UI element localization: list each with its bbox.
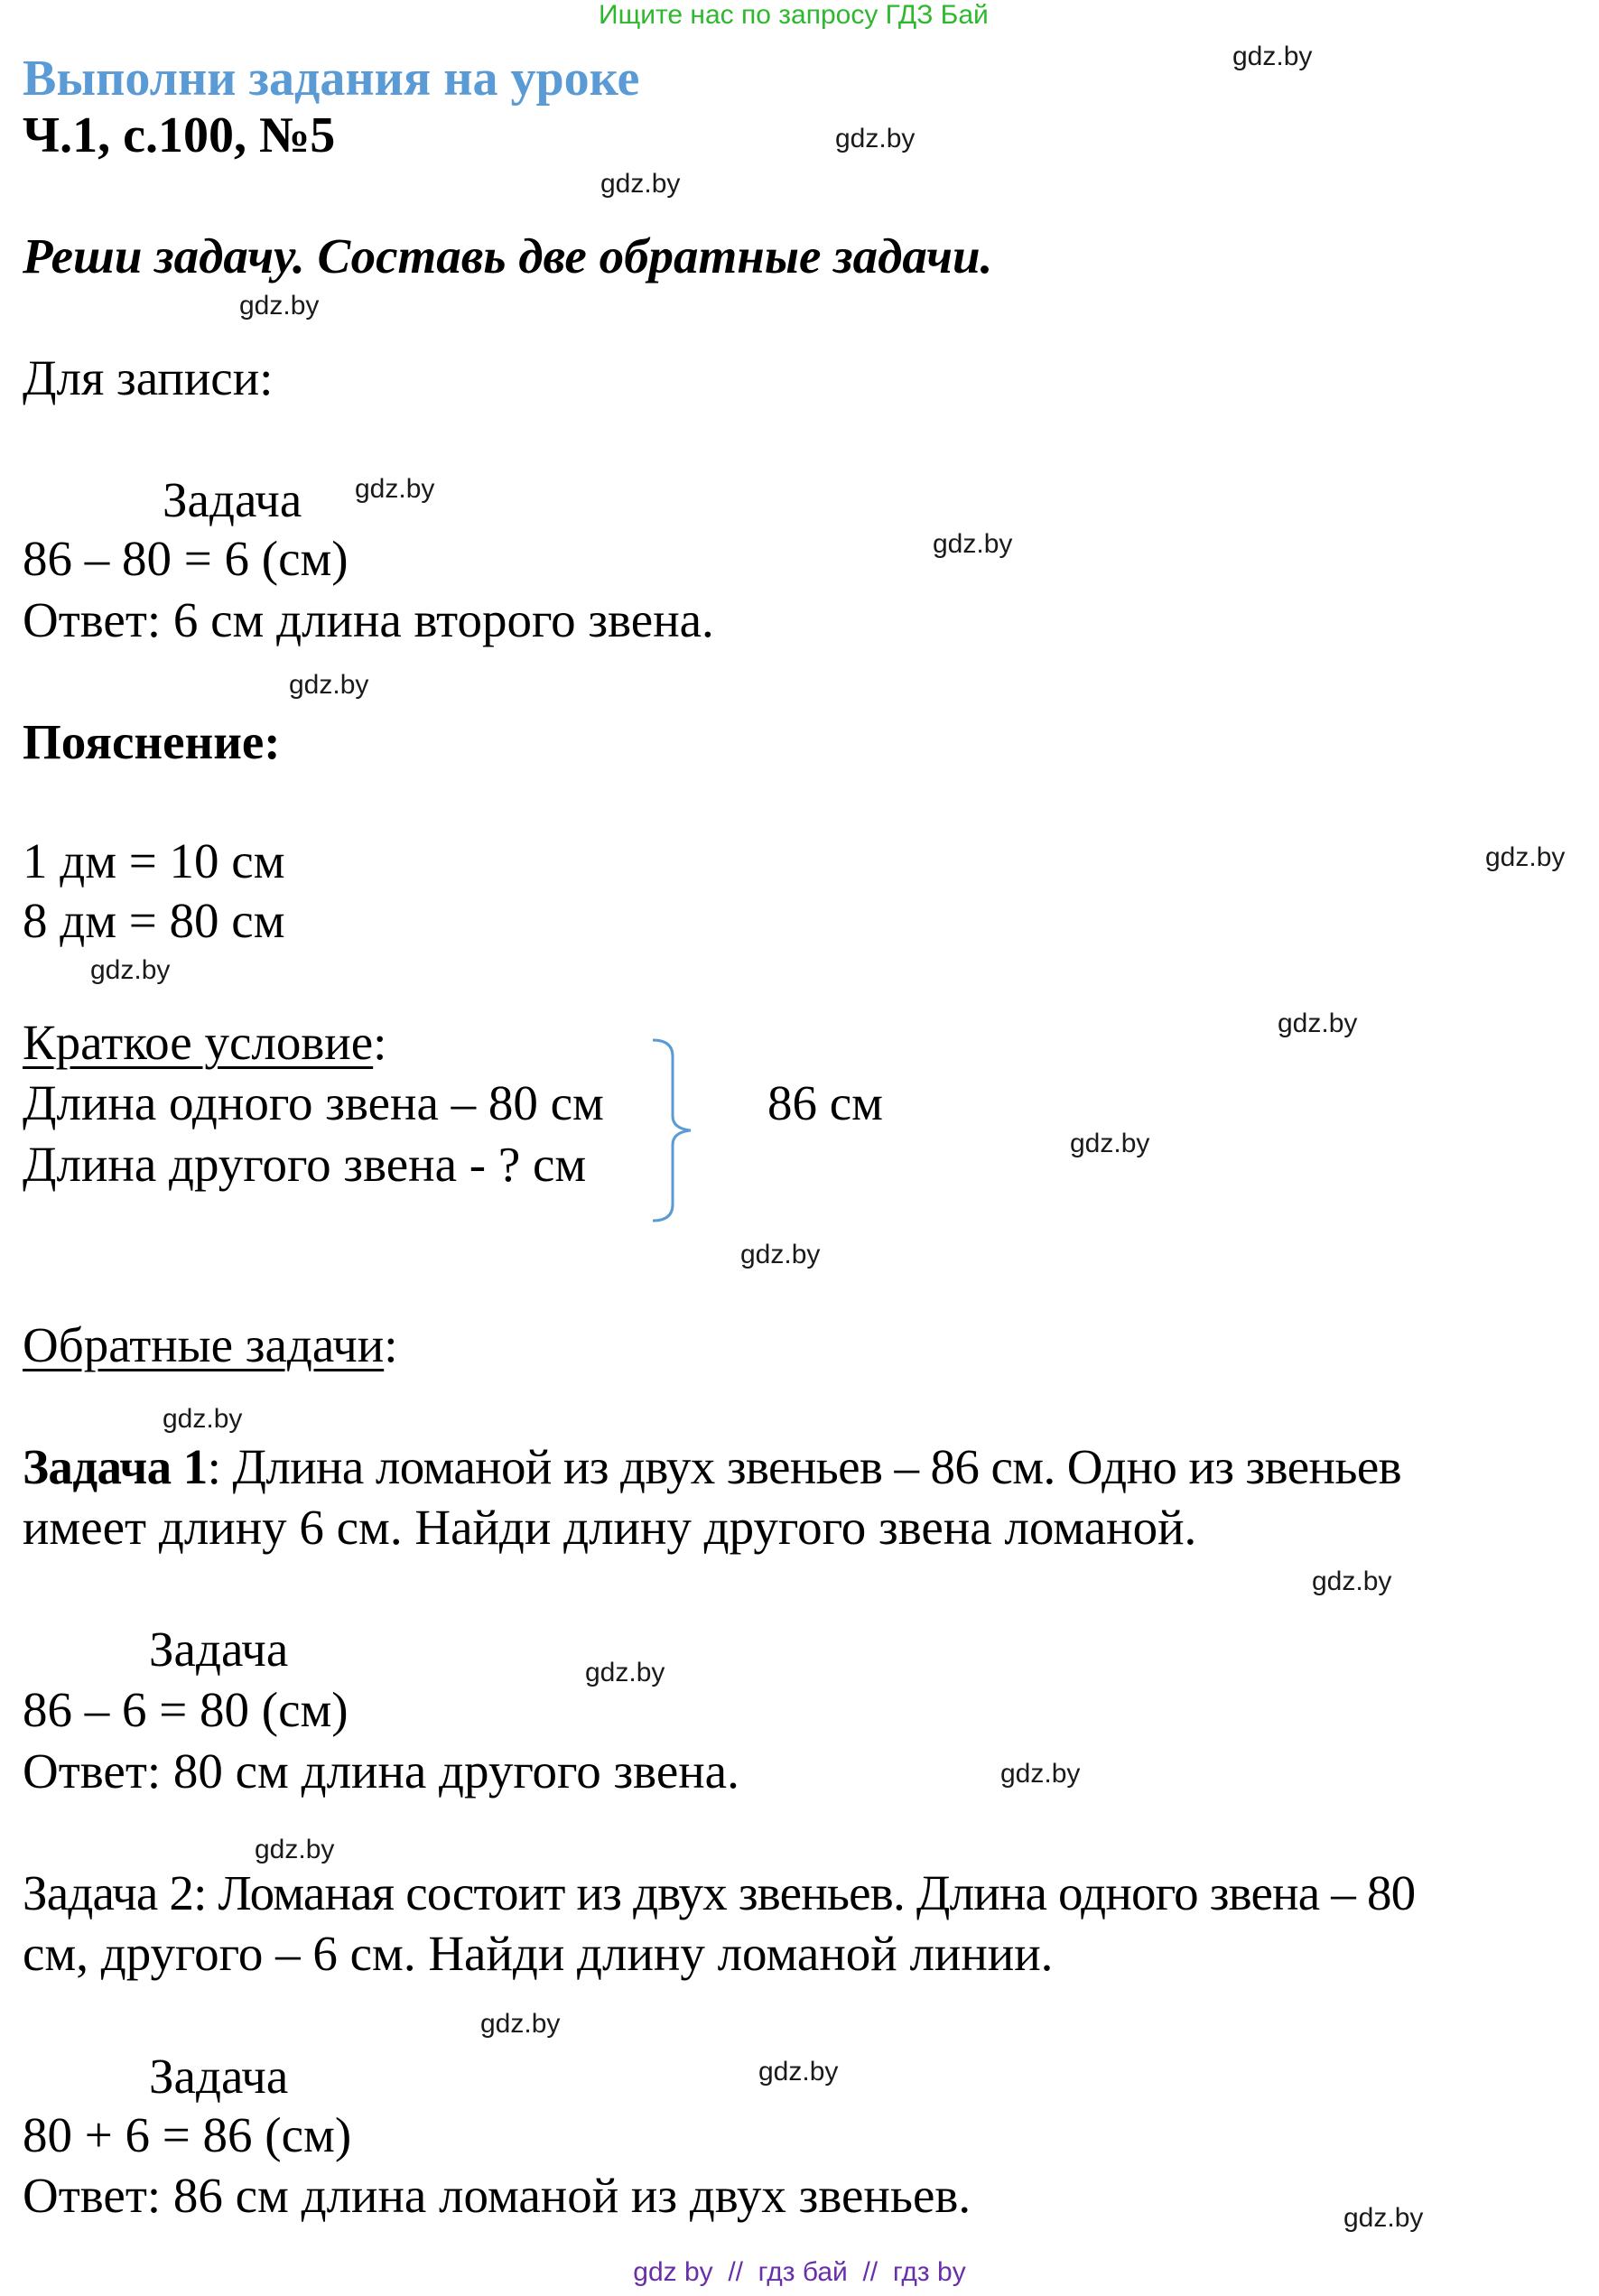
watermark: gdz.by [1070,1129,1150,1158]
inverse-task-1-answer: Ответ: 80 см длина другого звена. [23,1743,739,1799]
inverse-task-1-line-1 [23,1438,1401,1495]
explanation-line-2: 8 дм = 80 см [23,893,285,948]
watermark: gdz.by [1312,1566,1392,1596]
watermark: gdz.by [1485,842,1566,872]
inverse-heading: Обратные задачи [23,1317,385,1372]
inverse-task-2-line-2: см, другого – 6 см. Найди длину ломаной линии. [23,1926,1054,1981]
watermark: gdz.by [90,955,171,985]
watermark: gdz.by [758,2057,839,2087]
watermark: gdz.by [289,670,369,700]
condition-line-2: Длина другого звена - ? см [23,1137,587,1192]
inverse-task-2-solution-label: Задача [149,2049,289,2104]
watermark: gdz.by [239,291,320,321]
inverse-task-2-answer: Ответ: 86 см длина ломаной из двух звеньев. [23,2168,971,2223]
inverse-task-1-equation: 86 – 6 = 80 (см) [23,1682,349,1737]
watermark: gdz.by [1343,2203,1424,2233]
search-hint[interactable]: Ищите нас по запросу ГДЗ Бай [599,0,989,30]
watermark: gdz.by [1278,1009,1358,1038]
explanation-line-1: 1 дм = 10 см [23,833,285,888]
condition-colon: : [373,1015,387,1070]
watermark: gdz.by [480,2009,561,2039]
inverse-task-1-line-2: имеет длину 6 см. Найди длину другого звена ломаной. [23,1500,1197,1555]
watermark: gdz.by [835,124,916,153]
inverse-task-1-solution-label: Задача [149,1622,289,1677]
main-task-answer: Ответ: 6 см длина второго звена. [23,592,714,647]
right-brace [646,1036,700,1226]
for-record-label: Для записи: [23,350,274,405]
condition-heading: Краткое условие [23,1015,374,1070]
watermark: gdz.by [1232,42,1313,71]
page-title: Выполни задания на уроке [23,51,640,107]
watermark: gdz.by [933,529,1013,559]
condition-line-1: Длина одного звена – 80 см [23,1075,604,1130]
watermark: gdz.by [1000,1759,1081,1789]
main-task-equation: 86 – 80 = 6 (см) [23,531,349,586]
page-reference: Ч.1, с.100, №5 [23,107,336,163]
inverse-task-2-equation: 80 + 6 = 86 (см) [23,2107,352,2162]
footer-links[interactable]: gdz by // гдз бай // гдз by [633,2257,966,2287]
inverse-heading-row [23,1316,397,1373]
watermark: gdz.by [163,1404,243,1434]
inverse-task-1-label: Задача 1 [23,1439,208,1494]
watermark: gdz.by [355,474,435,504]
explanation-heading: Пояснение: [23,714,281,769]
condition-heading-row [23,1014,386,1071]
watermark: gdz.by [585,1658,665,1687]
inverse-task-2-line-1: Задача 2: Ломаная состоит из двух звеньев. Длина одного звена – 80 [23,1865,1416,1920]
condition-total: 86 см [767,1075,883,1130]
main-task-label: Задача [163,472,302,527]
watermark: gdz.by [600,169,681,199]
task-statement: Реши задачу. Составь две обратные задачи. [23,228,993,284]
watermark: gdz.by [740,1240,821,1269]
inverse-task-1-text-1: : Длина ломаной из двух звеньев – 86 см. Одно из звеньев [207,1439,1402,1494]
watermark: gdz.by [255,1835,335,1864]
inverse-colon: : [384,1317,398,1372]
